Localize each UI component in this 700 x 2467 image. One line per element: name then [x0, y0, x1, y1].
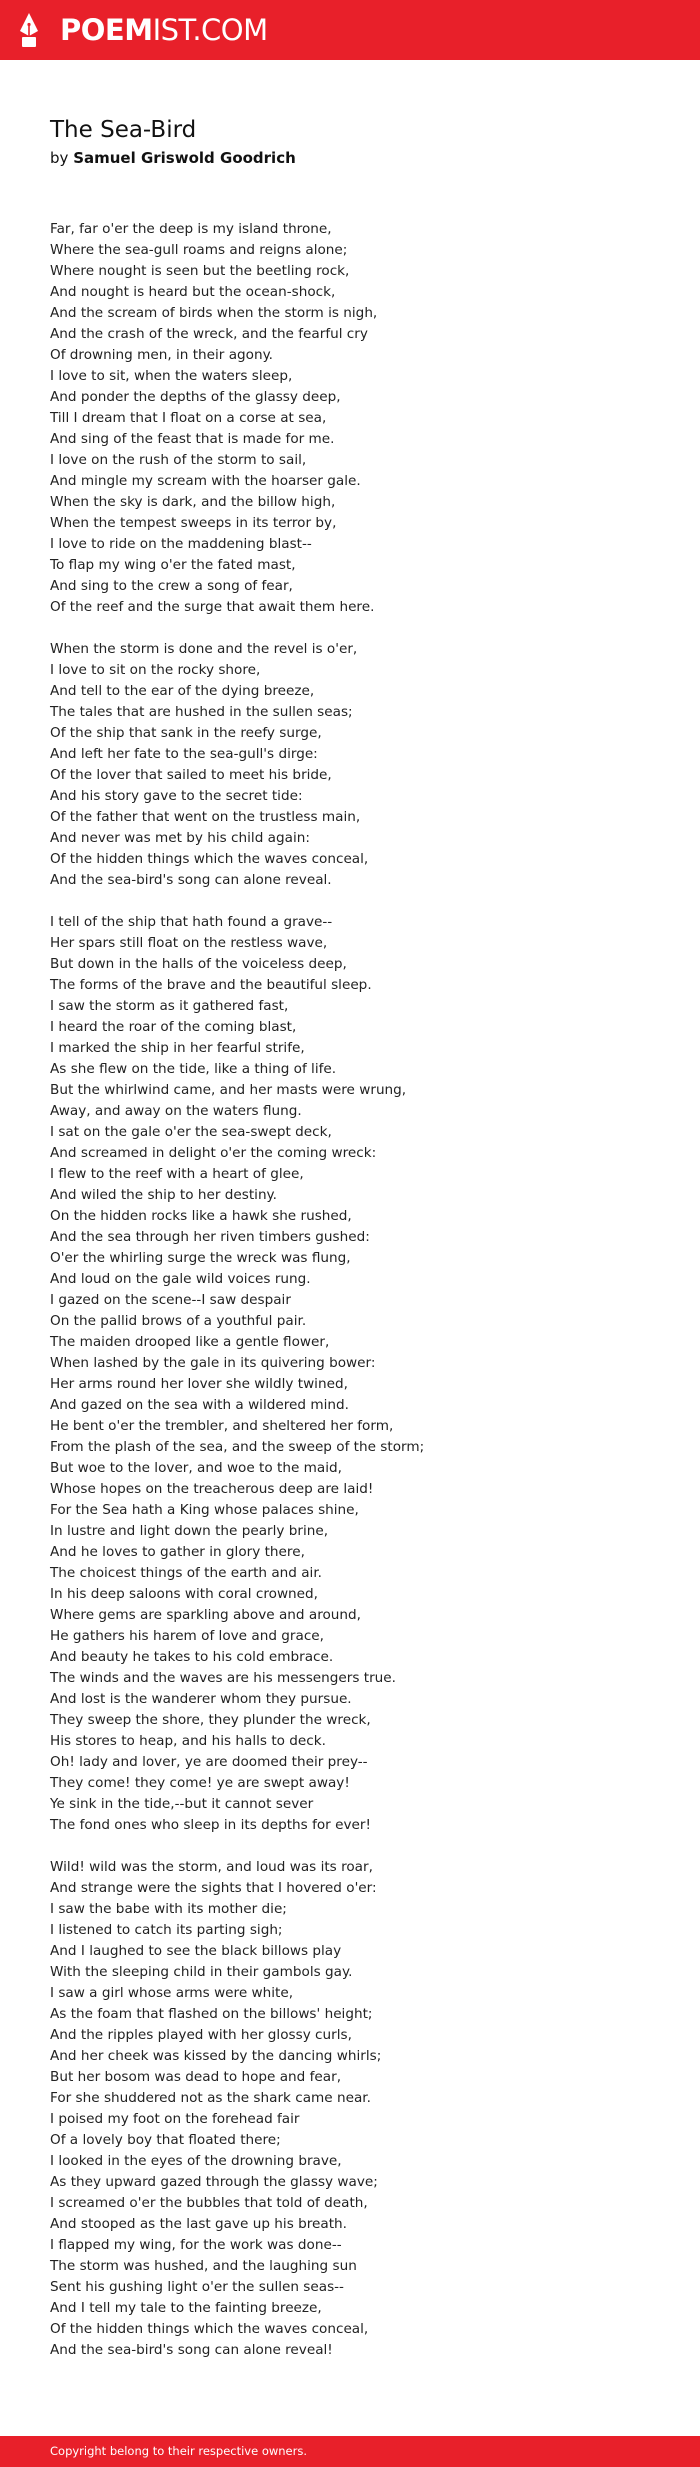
- quill-pen-icon: [18, 12, 40, 48]
- poem-line: And loud on the gale wild voices rung.: [50, 1271, 311, 1287]
- poem-line: I saw a girl whose arms were white,: [50, 1985, 294, 2001]
- poem-line: I tell of the ship that hath found a grave--: [50, 914, 333, 930]
- poem-line: Of the lover that sailed to meet his bride,: [50, 767, 332, 783]
- poem-line: To flap my wing o'er the fated mast,: [50, 557, 296, 573]
- poem-line: I poised my foot on the forehead fair: [50, 2111, 300, 2127]
- poem-line: Away, and away on the waters flung.: [50, 1103, 302, 1119]
- poem-line: Her arms round her lover she wildly twined,: [50, 1376, 348, 1392]
- poem-line: I love on the rush of the storm to sail,: [50, 452, 307, 468]
- poem-line: Sent his gushing light o'er the sullen seas--: [50, 2279, 344, 2295]
- poem-line: He gathers his harem of love and grace,: [50, 1628, 324, 1644]
- poem-line: And he loves to gather in glory there,: [50, 1544, 305, 1560]
- poem-line: But her bosom was dead to hope and fear,: [50, 2069, 342, 2085]
- poem-line: I sat on the gale o'er the sea-swept deck,: [50, 1124, 332, 1140]
- poem-line: And the ripples played with her glossy curls,: [50, 2027, 352, 2043]
- poem-stanza: [50, 1857, 670, 2361]
- poem-line: I screamed o'er the bubbles that told of death,: [50, 2195, 368, 2211]
- poem-line: With the sleeping child in their gambols gay.: [50, 1964, 353, 1980]
- poem-line: But down in the halls of the voiceless deep,: [50, 956, 347, 972]
- poem-line: The forms of the brave and the beautiful sleep.: [50, 977, 372, 993]
- poem-line: I looked in the eyes of the drowning brave,: [50, 2153, 342, 2169]
- poem-line: And his story gave to the secret tide:: [50, 788, 303, 804]
- poem-line: I saw the storm as it gathered fast,: [50, 998, 289, 1014]
- poem-line: And stooped as the last gave up his breath.: [50, 2216, 347, 2232]
- poem-line: And strange were the sights that I hovered o'er:: [50, 1880, 377, 1896]
- poem-line: And tell to the ear of the dying breeze,: [50, 683, 315, 699]
- poem-stanza: [50, 912, 670, 1836]
- poem-line: And ponder the depths of the glassy deep,: [50, 389, 341, 405]
- poem-line: And her cheek was kissed by the dancing whirls;: [50, 2048, 382, 2064]
- poem-line: Where gems are sparkling above and around,: [50, 1607, 361, 1623]
- site-logo[interactable]: [60, 13, 268, 47]
- poem-line: Of the hidden things which the waves conceal,: [50, 851, 369, 867]
- poem-line: Of drowning men, in their agony.: [50, 347, 274, 363]
- poem-line: On the pallid brows of a youthful pair.: [50, 1313, 307, 1329]
- poem-line: I love to sit, when the waters sleep,: [50, 368, 293, 384]
- poem-stanza: [50, 219, 670, 618]
- poem-line: In his deep saloons with coral crowned,: [50, 1586, 318, 1602]
- poem-title: The Sea-Bird: [50, 117, 197, 143]
- poem-line: Of the reef and the surge that await them here.: [50, 599, 375, 615]
- poem-line: I saw the babe with its mother die;: [50, 1901, 287, 1917]
- poem-line: And left her fate to the sea-gull's dirge:: [50, 746, 318, 762]
- poem-line: I flapped my wing, for the work was done--: [50, 2237, 342, 2253]
- poem-line: When lashed by the gale in its quivering bower:: [50, 1355, 376, 1371]
- poem-line: For the Sea hath a King whose palaces shine,: [50, 1502, 359, 1518]
- poem-line: And mingle my scream with the hoarser gale.: [50, 473, 361, 489]
- poem-line: When the tempest sweeps in its terror by,: [50, 515, 337, 531]
- poem-line: And the crash of the wreck, and the fearful cry: [50, 326, 368, 342]
- poem-line: Till I dream that I float on a corse at sea,: [50, 410, 327, 426]
- poem-line: I love to ride on the maddening blast--: [50, 536, 312, 552]
- poem-line: I love to sit on the rocky shore,: [50, 662, 261, 678]
- poem-stanza: [50, 639, 670, 891]
- poem-line: When the storm is done and the revel is o'er,: [50, 641, 358, 657]
- poem-line: I marked the ship in her fearful strife,: [50, 1040, 305, 1056]
- site-header: [0, 0, 700, 60]
- poem-line: His stores to heap, and his halls to deck.: [50, 1733, 326, 1749]
- poem-line: But woe to the lover, and woe to the maid,: [50, 1460, 342, 1476]
- poem-line: O'er the whirling surge the wreck was flung,: [50, 1250, 351, 1266]
- poem-line: On the hidden rocks like a hawk she rushed,: [50, 1208, 352, 1224]
- poem-line: I flew to the reef with a heart of glee,: [50, 1166, 304, 1182]
- poem-line: As the foam that flashed on the billows' height;: [50, 2006, 373, 2022]
- poem-line: And lost is the wanderer whom they pursue.: [50, 1691, 352, 1707]
- poem-line: And the sea through her riven timbers gushed:: [50, 1229, 370, 1245]
- poem-line: The choicest things of the earth and air.: [50, 1565, 322, 1581]
- poem-line: Of the father that went on the trustless main,: [50, 809, 361, 825]
- poem-line: I gazed on the scene--I saw despair: [50, 1292, 291, 1308]
- poem-line: And screamed in delight o'er the coming wreck:: [50, 1145, 377, 1161]
- poem-line: But the whirlwind came, and her masts were wrung,: [50, 1082, 407, 1098]
- poem-line: And beauty he takes to his cold embrace.: [50, 1649, 334, 1665]
- poem-body: [50, 219, 670, 2382]
- author-name: Samuel Griswold Goodrich: [73, 149, 296, 167]
- logo-light-text: IST.COM: [152, 13, 268, 47]
- poem-line: And I tell my tale to the fainting breeze,: [50, 2300, 322, 2316]
- poem-line: And never was met by his child again:: [50, 830, 310, 846]
- poem-line: And sing of the feast that is made for me.: [50, 431, 335, 447]
- poem-line: The maiden drooped like a gentle flower,: [50, 1334, 330, 1350]
- poem-line: And I laughed to see the black billows play: [50, 1943, 342, 1959]
- poem-line: Ye sink in the tide,--but it cannot sever: [50, 1796, 314, 1812]
- poem-line: For she shuddered not as the shark came near.: [50, 2090, 371, 2106]
- copyright-text: Copyright belong to their respective owners.: [50, 2444, 308, 2458]
- poem-line: Wild! wild was the storm, and loud was its roar,: [50, 1859, 373, 1875]
- poem-line: And wiled the ship to her destiny.: [50, 1187, 277, 1203]
- poem-line: He bent o'er the trembler, and sheltered her form,: [50, 1418, 394, 1434]
- poem-line: The storm was hushed, and the laughing sun: [50, 2258, 357, 2274]
- poem-line: Far, far o'er the deep is my island throne,: [50, 221, 332, 237]
- poem-line: In lustre and light down the pearly brine,: [50, 1523, 329, 1539]
- logo-bold-text: POEM: [60, 13, 153, 47]
- poem-line: When the sky is dark, and the billow high,: [50, 494, 336, 510]
- poem-line: They come! they come! ye are swept away!: [50, 1775, 350, 1791]
- poem-line: Oh! lady and lover, ye are doomed their prey--: [50, 1754, 368, 1770]
- poem-line: They sweep the shore, they plunder the wreck,: [50, 1712, 371, 1728]
- poem-line: Of the hidden things which the waves conceal,: [50, 2321, 369, 2337]
- poem-line: And the scream of birds when the storm is nigh,: [50, 305, 378, 321]
- site-footer: [0, 2436, 700, 2467]
- by-label: by: [50, 149, 69, 167]
- poem-line: The fond ones who sleep in its depths for ever!: [50, 1817, 371, 1833]
- poem-line: Her spars still float on the restless wave,: [50, 935, 328, 951]
- poem-line: Of the ship that sank in the reefy surge,: [50, 725, 322, 741]
- poem-line: And the sea-bird's song can alone reveal.: [50, 872, 332, 888]
- poem-line: And gazed on the sea with a wildered mind.: [50, 1397, 349, 1413]
- byline: [50, 147, 296, 169]
- poem-line: As she flew on the tide, like a thing of life.: [50, 1061, 337, 1077]
- poem-line: Whose hopes on the treacherous deep are laid!: [50, 1481, 374, 1497]
- poem-line: And nought is heard but the ocean-shock,: [50, 284, 336, 300]
- poem-line: Of a lovely boy that floated there;: [50, 2132, 281, 2148]
- poem-line: And the sea-bird's song can alone reveal!: [50, 2342, 333, 2358]
- poem-line: The tales that are hushed in the sullen seas;: [50, 704, 353, 720]
- poem-line: I listened to catch its parting sigh;: [50, 1922, 283, 1938]
- poem-line: And sing to the crew a song of fear,: [50, 578, 293, 594]
- poem-line: I heard the roar of the coming blast,: [50, 1019, 297, 1035]
- poem-line: Where the sea-gull roams and reigns alone;: [50, 242, 348, 258]
- poem-line: The winds and the waves are his messengers true.: [50, 1670, 396, 1686]
- poem-line: Where nought is seen but the beetling rock,: [50, 263, 350, 279]
- poem-line: From the plash of the sea, and the sweep of the storm;: [50, 1439, 425, 1455]
- poem-line: As they upward gazed through the glassy wave;: [50, 2174, 378, 2190]
